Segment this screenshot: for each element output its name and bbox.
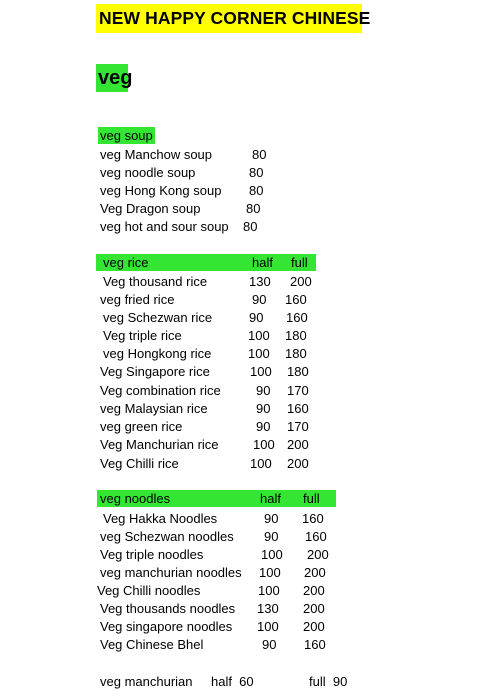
rice-half-header: half (252, 255, 273, 270)
soup-item-price: 80 (249, 165, 264, 180)
noodles-section-heading: veg noodles (100, 491, 171, 506)
noodles-item-full-price: 200 (303, 619, 325, 634)
rice-item-half-price: 90 (249, 310, 264, 325)
noodles-item-half-price: 130 (257, 601, 279, 616)
rice-full-header: full (291, 255, 308, 270)
rice-item-full-price: 160 (287, 401, 309, 416)
rice-item-full-price: 200 (287, 456, 309, 471)
soup-item-price: 80 (243, 219, 258, 234)
rice-item-half-price: 90 (252, 292, 267, 307)
rice-item-half-price: 90 (256, 401, 271, 416)
rice-item-full-price: 180 (285, 328, 307, 343)
rice-item-name: veg fried rice (100, 292, 175, 307)
rice-item-full-price: 200 (290, 274, 312, 289)
rice-item-name: veg Hongkong rice (103, 346, 212, 361)
menu-title: NEW HAPPY CORNER CHINESE (96, 4, 362, 33)
rice-item-full-price: 170 (287, 383, 309, 398)
rice-section-heading: veg rice (103, 255, 149, 270)
noodles-item-half-price: 100 (257, 619, 279, 634)
noodles-item-half-price: 100 (259, 565, 281, 580)
noodles-half-header: half (260, 491, 281, 506)
noodles-item-name: Veg Chilli noodles (97, 583, 201, 598)
rice-item-name: veg Malaysian rice (100, 401, 208, 416)
rice-item-full-price: 180 (287, 364, 309, 379)
noodles-item-half-price: 90 (262, 637, 277, 652)
rice-item-full-price: 200 (287, 437, 309, 452)
noodles-item-full-price: 160 (302, 511, 324, 526)
rice-item-name: Veg Singapore rice (100, 364, 210, 379)
rice-item-name: veg green rice (100, 419, 183, 434)
noodles-item-name: Veg thousands noodles (100, 601, 236, 616)
soup-item-name: Veg Dragon soup (100, 201, 201, 216)
noodles-item-name: veg Schezwan noodles (100, 529, 234, 544)
noodles-item-name: Veg Hakka Noodles (103, 511, 218, 526)
noodles-item-name: veg manchurian noodles (100, 565, 242, 580)
noodles-item-full-price: 200 (304, 565, 326, 580)
rice-item-name: Veg Manchurian rice (100, 437, 219, 452)
rice-item-half-price: 130 (249, 274, 271, 289)
noodles-item-name: Veg singapore noodles (100, 619, 233, 634)
rice-item-name: Veg combination rice (100, 383, 221, 398)
rice-item-full-price: 160 (285, 292, 307, 307)
soup-item-name: veg Manchow soup (100, 147, 213, 162)
rice-item-half-price: 100 (250, 456, 272, 471)
noodles-item-name: Veg Chinese Bhel (100, 637, 204, 652)
noodles-item-half-price: 100 (258, 583, 280, 598)
rice-item-half-price: 100 (248, 346, 270, 361)
manchurian-half-price: half 60 (211, 674, 254, 689)
rice-item-name: Veg triple rice (103, 328, 182, 343)
noodles-item-half-price: 100 (261, 547, 283, 562)
soup-item-name: veg Hong Kong soup (100, 183, 222, 198)
rice-item-half-price: 90 (256, 383, 271, 398)
manchurian-full-price: full 90 (309, 674, 348, 689)
noodles-item-full-price: 200 (307, 547, 329, 562)
rice-item-full-price: 170 (287, 419, 309, 434)
noodles-item-name: Veg triple noodles (100, 547, 204, 562)
rice-item-name: veg Schezwan rice (103, 310, 213, 325)
noodles-item-full-price: 200 (303, 601, 325, 616)
noodles-item-full-price: 160 (305, 529, 327, 544)
rice-item-half-price: 100 (253, 437, 275, 452)
soup-section-heading: veg soup (100, 128, 153, 143)
rice-item-name: Veg Chilli rice (100, 456, 179, 471)
soup-item-price: 80 (249, 183, 264, 198)
rice-item-full-price: 180 (285, 346, 307, 361)
category-heading: veg (96, 64, 128, 92)
soup-item-price: 80 (246, 201, 261, 216)
rice-item-half-price: 100 (250, 364, 272, 379)
soup-item-name: veg hot and sour soup (100, 219, 229, 234)
noodles-item-full-price: 200 (303, 583, 325, 598)
noodles-item-half-price: 90 (264, 511, 279, 526)
rice-item-half-price: 100 (248, 328, 270, 343)
soup-item-price: 80 (252, 147, 267, 162)
rice-item-half-price: 90 (256, 419, 271, 434)
noodles-item-full-price: 160 (304, 637, 326, 652)
rice-item-name: Veg thousand rice (103, 274, 208, 289)
rice-item-full-price: 160 (286, 310, 308, 325)
noodles-full-header: full (303, 491, 320, 506)
soup-item-name: veg noodle soup (100, 165, 196, 180)
manchurian-item-name: veg manchurian (100, 674, 193, 689)
noodles-item-half-price: 90 (264, 529, 279, 544)
